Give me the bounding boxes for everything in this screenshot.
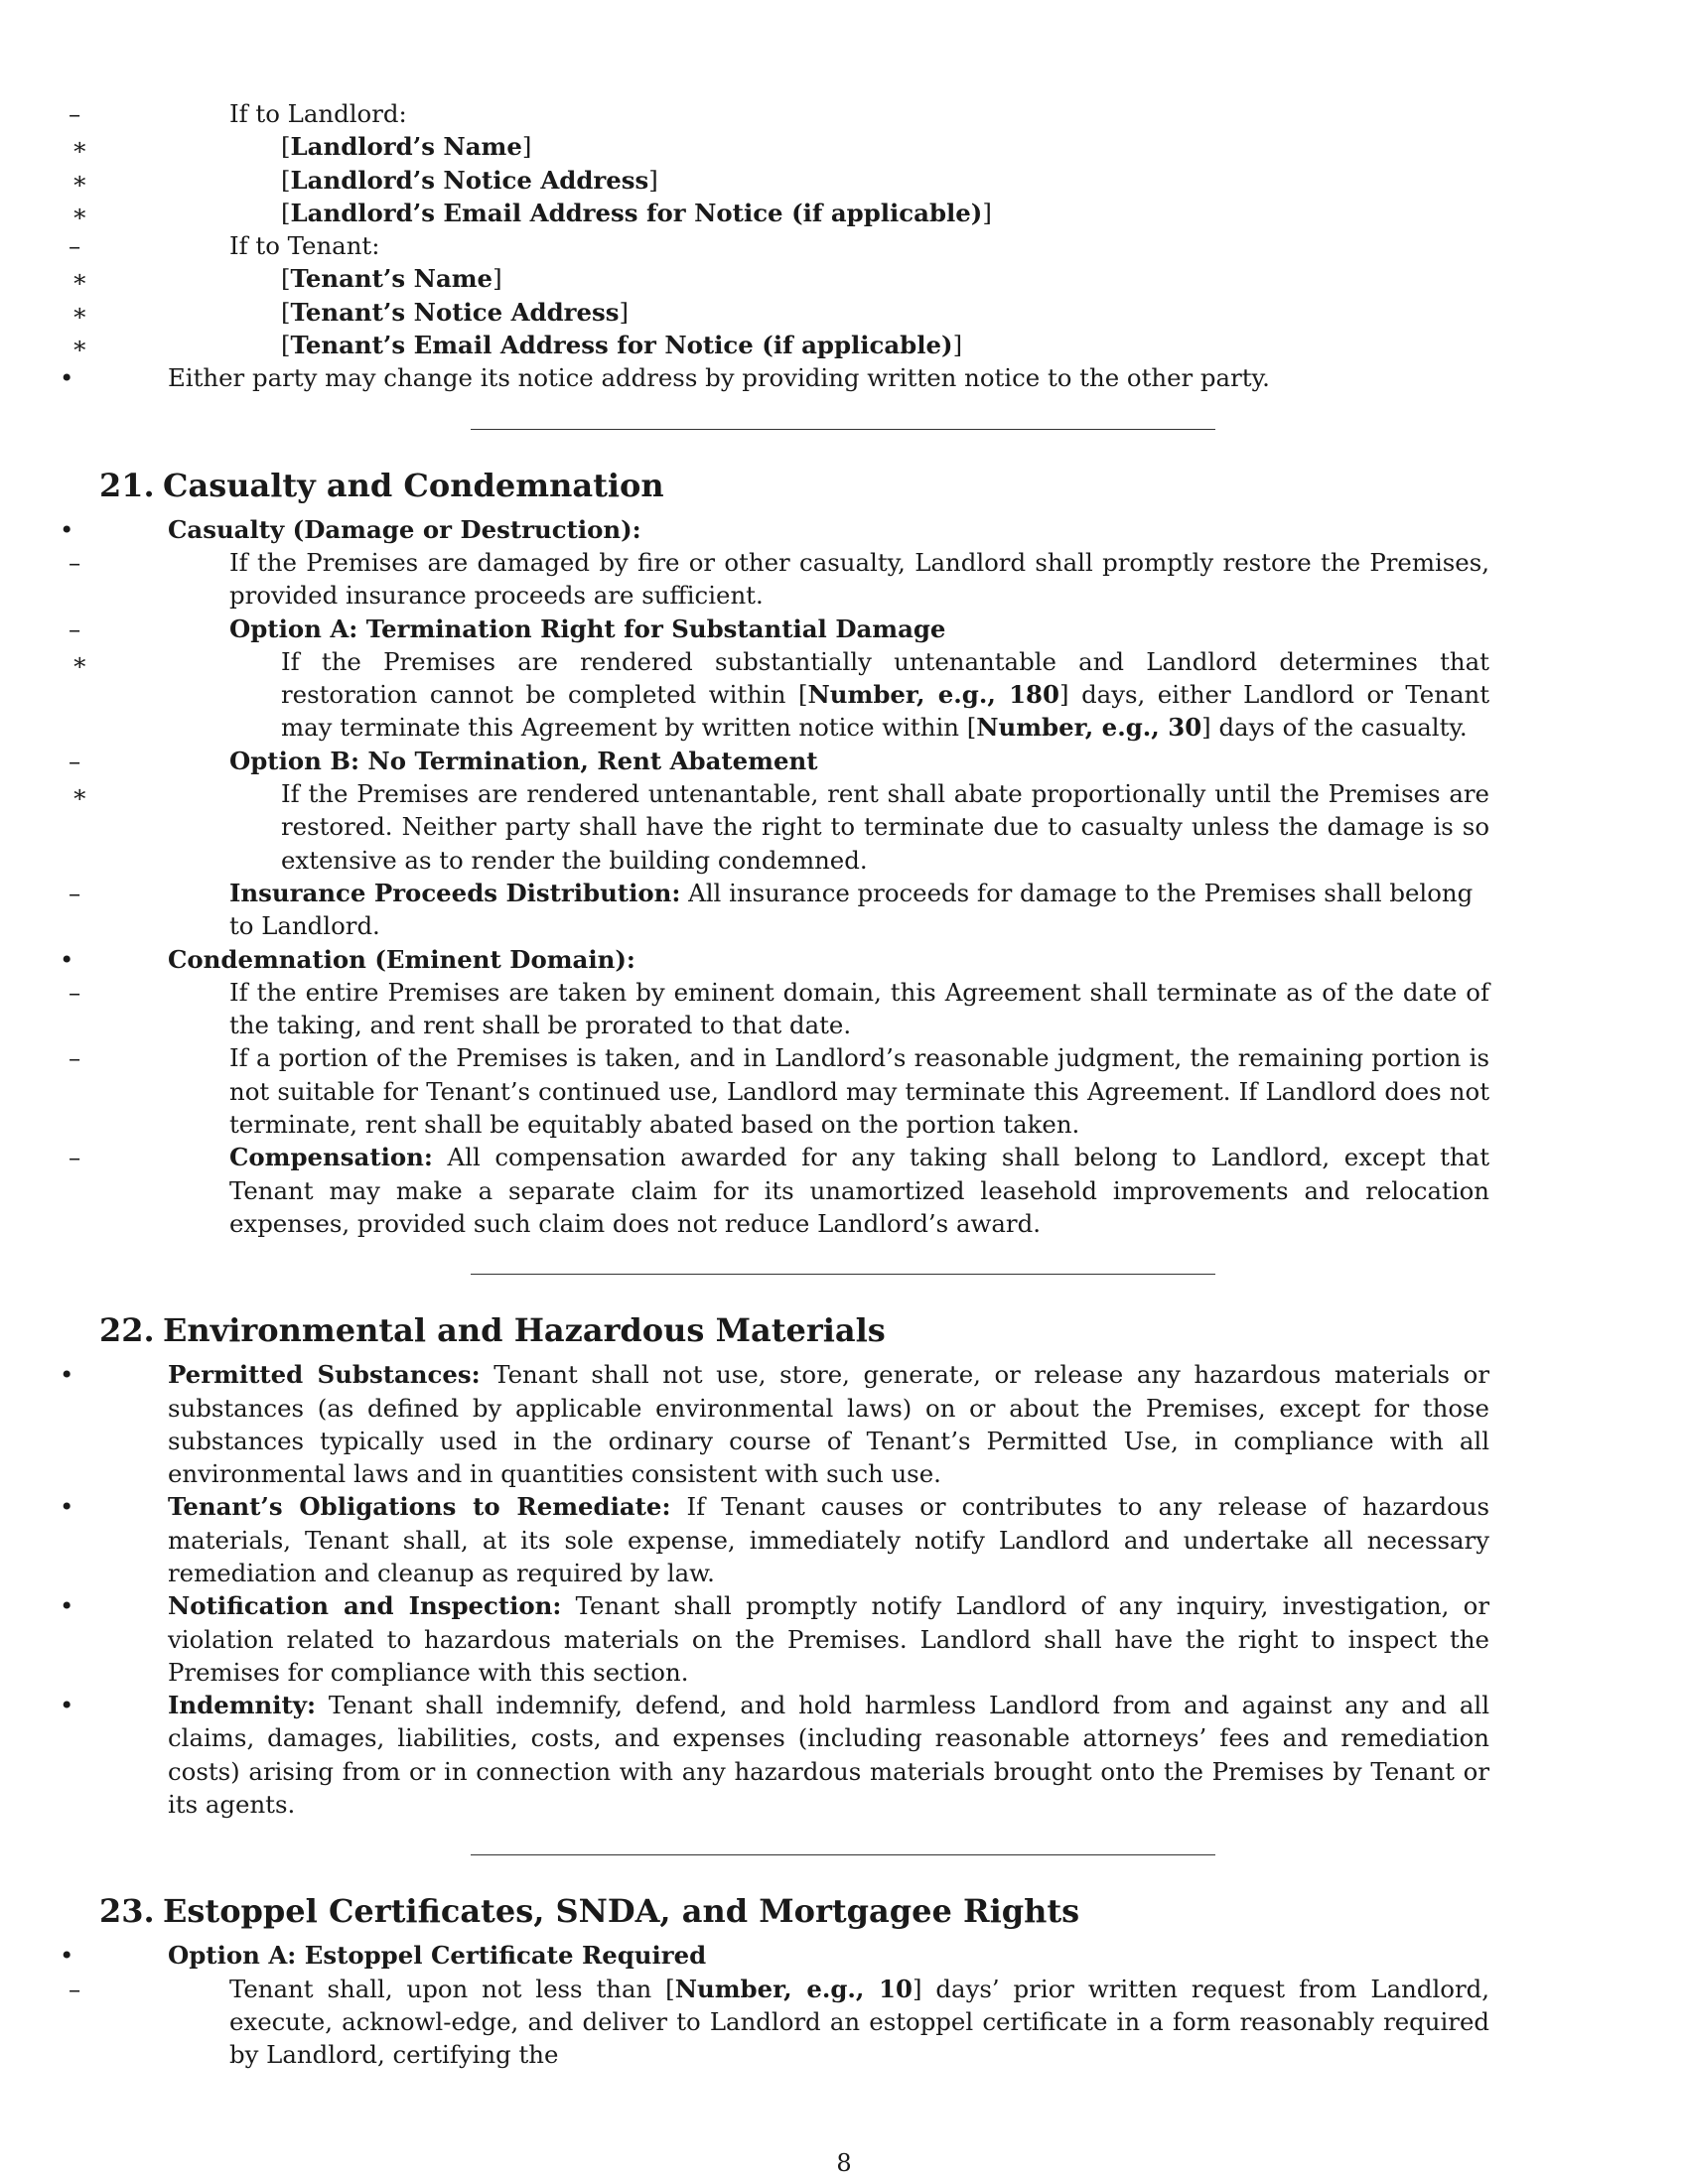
permitted-substances: • Permitted Substances: Tenant shall not use, store, generate, or release any hazardous materials or substances (as defined by applicable environmental laws) on or about the Premises, except for those substances typically used in the ordinary course of Tenant’s Permitted Use, in compliance with all environmental laws and in quantities consistent with such use.: [60, 1360, 1490, 1489]
remediation-obligations: • Tenant’s Obligations to Remediate: If Tenant causes or contributes to any release of hazardous materials, Tenant shall, at its sole expense, immediately notify Landlord and undertake all necessary remediation and cleanup as required by law.: [60, 1492, 1490, 1587]
option-b-title: – Option B: No Termination, Rent Abatement: [69, 746, 818, 775]
notice-tenant-heading: – If to Tenant:: [69, 231, 380, 261]
compensation: – Compensation: All compensation awarded for any taking shall belong to Landlord, except that Tenant may make a separate claim for its unamortized leasehold improvements and relocation expenses, provided such claim does not reduce Landlord’s award.: [69, 1143, 1489, 1238]
section-heading-22: 22. Environmental and Hazardous Materials: [99, 1311, 886, 1350]
option-a-title: – Option A: Termination Right for Substantial Damage: [69, 614, 946, 643]
option-a-text: ∗ If the Premises are rendered substantially untenantable and Landlord determines that restoration cannot be completed within [Number, e.g., 180] days, either Landlord or Tenant may terminate this Agreement by written notice within [Number, e.g., 30] days of the casualty.: [71, 646, 1489, 743]
notice-landlord-address: ∗ [Landlord’s Notice Address]: [71, 165, 658, 195]
section-heading-23: 23. Estoppel Certificates, SNDA, and Mortgagee Rights: [99, 1892, 1080, 1931]
page-number: 8: [836, 2149, 852, 2177]
notice-tenant-name: ∗ [Tenant’s Name]: [71, 264, 502, 294]
estoppel-option-a-text: – Tenant shall, upon not less than [Number, e.g., 10] days’ prior written request from Landlord, execute, acknowl-edge, and deliver to Landlord an estoppel certificate in a form reasonably required by Landlord, certifying the: [69, 1974, 1489, 2070]
notification-inspection: • Notification and Inspection: Tenant shall promptly notify Landlord of any inquiry, investigation, or violation related to hazardous materials on the Premises. Landlord shall have the right to inspect the Premises for compliance with this section.: [60, 1591, 1489, 1687]
notice-tenant-email: ∗ [Tenant’s Email Address for Notice (if applicable)]: [71, 331, 963, 360]
section-heading-21: 21. Casualty and Condemnation: [99, 466, 664, 504]
casualty-restore: – If the Premises are damaged by fire or other casualty, Landlord shall promptly restore the Premises, provided insurance proceeds are sufficient.: [69, 547, 1489, 611]
notice-tenant-address: ∗ [Tenant’s Notice Address]: [71, 297, 630, 327]
notice-landlord-email: ∗ [Landlord’s Email Address for Notice (if applicable)]: [71, 198, 992, 227]
option-b-text: ∗ If the Premises are rendered untenantable, rent shall abate proportionally until the Premises are restored. Neither party shall have the right to terminate due to casualty unless the damage is so extensive as to render the building condemned.: [71, 779, 1489, 875]
condemnation-portion: – If a portion of the Premises is taken, and in Landlord’s reasonable judgment, the remaining portion is not suitable for Tenant’s continued use, Landlord may terminate this Agreement. If Landlord does not terminate, rent shall be equitably abated based on the portion taken.: [69, 1043, 1489, 1140]
casualty-label: • Casualty (Damage or Destruction):: [60, 514, 641, 544]
insurance-proceeds: – Insurance Proceeds Distribution: All insurance proceeds for damage to the Premises shall belong to Landlord.: [69, 878, 1474, 941]
notice-change-address: • Either party may change its notice address by providing written notice to the other party.: [60, 363, 1270, 393]
notice-landlord-name: ∗ [Landlord’s Name]: [71, 132, 532, 162]
indemnity: • Indemnity: Tenant shall indemnify, defend, and hold harmless Landlord from and against any and all claims, damages, liabilities, costs, and expenses (including reasonable attorneys’ fees and remediation costs) arising from or in connection with any hazardous materials brought onto the Premises by Tenant or its agents.: [60, 1691, 1489, 1820]
section-divider: [471, 1274, 1215, 1275]
section-divider: [471, 429, 1215, 430]
notice-landlord-heading: – If to Landlord:: [69, 99, 407, 128]
section-divider: [471, 1854, 1215, 1855]
estoppel-option-a-title: • Option A: Estoppel Certificate Required: [60, 1941, 707, 1971]
condemnation-label: • Condemnation (Eminent Domain):: [60, 944, 635, 974]
condemnation-entire: – If the entire Premises are taken by eminent domain, this Agreement shall terminate as of the date of the taking, and rent shall be prorated to that date.: [69, 977, 1489, 1040]
document-page: [60, 97, 1589, 2072]
